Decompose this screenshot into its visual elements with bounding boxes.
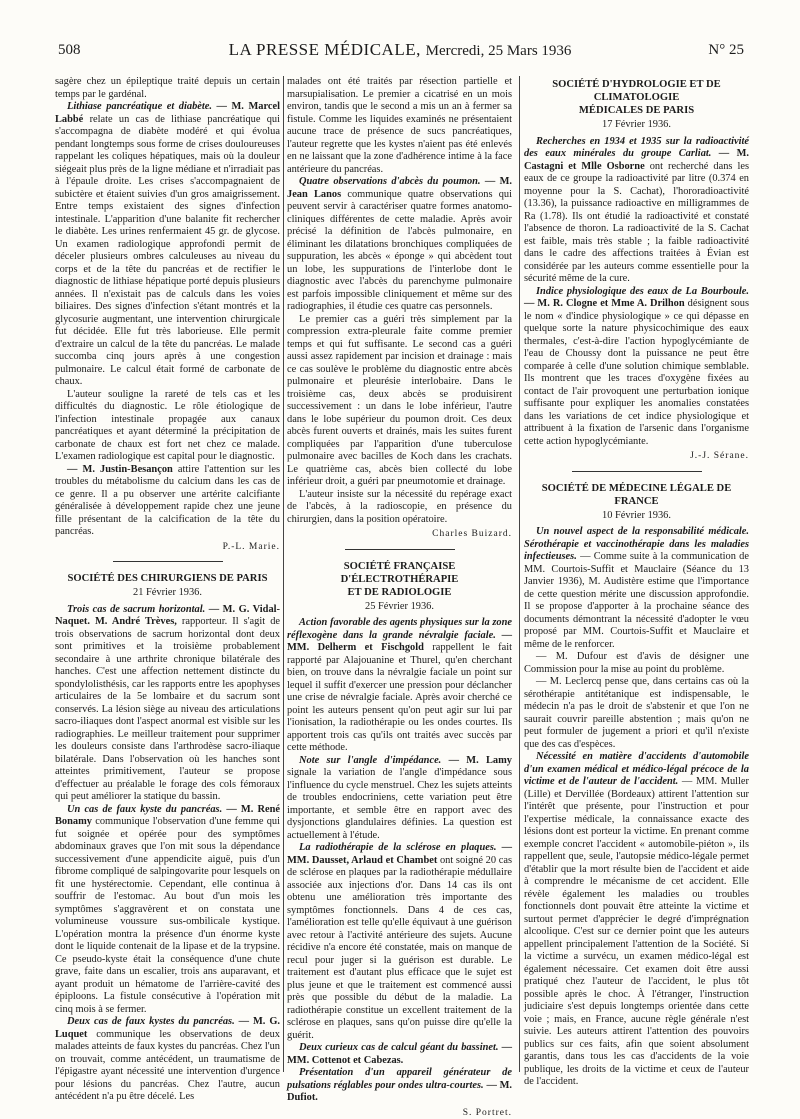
column-rule	[519, 76, 520, 1072]
article-accidents	[524, 751, 749, 1089]
article-title: Un cas de faux kyste du pancréas.	[67, 804, 222, 815]
article-author: — M. G. Vidal-Naquet. M. André Trèves,	[55, 604, 280, 628]
article-title: Nécessité en matière d'accidents d'automobile d'un examen médical et médico-légal précoce de la victime et de l'auteur de l'accident.	[524, 751, 749, 787]
article-text: relate un cas de lithiase pancréatique qui s'accompagna de diabète modéré et qui évolua pendant longtemps sous forme de crises douloureuses rappelant les coliques hépatiques, mais où la douleur siégeait plus près de la ligne médiane et n'irradiait pas à l'épaule droite. Les crises s'accompagnaient de subictère et étaient suivies d'un gros amaigrissement. Entre temps existaient des signes d'infection intestinale. L'apparition d'une balanite fit rechercher le diabète. Les urines renfermaient 45 gr. de glycose. Un examen radiologique approfondi permit de déceler plusieurs ombres calculeuses au niveau du corps et de la tête du pancréas et de rectifier le diagnostic de lithiase hépatique porté depuis plusieurs années. Il n'existait pas de calculs dans les voies biliaires. Des signes d'infection s'étant montrés et la glycosurie augmentant, une intervention chirurgicale fut décidée. Elle fut très laborieuse. Elle permit d'extraire un calcul de la tête du pancréas. Le malade succomba cinq jours après à une congestion pulmonaire. Le calcul était formé de carbonate de chaux.	[55, 114, 280, 388]
article-sacrum	[55, 604, 280, 804]
section-divider	[345, 549, 455, 550]
paragraph: L'auteur insiste sur la nécessité du repérage exact de l'abcès, à la radioscopie, en présence du chirurgien, dans la position opératoire.	[287, 489, 512, 527]
article-text: signale la variation de l'angle d'impédance sous l'influence du cycle menstruel. Chez les sujets atteints de troubles endocriniens, cette variation peut être importante, et semble être en rapport avec des dysjonctions glandulaires définies. La question est actuellement à l'étude.	[287, 767, 512, 841]
article-title: Action favorable des agents physiques sur la zone réflexogène dans la grande névralgie faciale.	[287, 617, 512, 641]
article-title: La radiothérapie de la sclérose en plaques.	[299, 842, 497, 853]
section-date: 17 Février 1936.	[524, 119, 749, 132]
issue-number: N° 25	[708, 42, 744, 59]
article-title: Présentation d'un appareil générateur de pulsations réglables pour ondes ultra-courtes.	[287, 1067, 512, 1091]
article-author: — MM. Cottenot et Cabezas.	[287, 1042, 512, 1066]
section-divider	[113, 561, 223, 562]
article-lithiase	[55, 101, 280, 389]
paragraph: Le premier cas a guéri très simplement par la compression extra-pleurale faite comme premier temps et qui fut suffisante. Le second cas a guéri aussi assez rapidement par incision et drainage : mais ce cas soulève le problème du diagnostic entre abcès pulmonaire et pleurésie interlobaire. Dans le troisième cas, deux abcès se produisirent successivement : un dans le lobe inférieur, l'autre dans le lobe supérieur du poumon droit. Ces deux abcès furent ouverts et drainés, mais les suites furent compliquées par l'apparition d'une tuberculose pulmonaire avec bacilles de Koch dans les crachats. Le quatrième cas, abcès bien collecté du lobe inférieur droit, a guéri par pneumotomie et drainage.	[287, 314, 512, 489]
article-deux-kystes	[55, 1016, 280, 1104]
article-title: Deux cas de faux kystes du pancréas.	[67, 1016, 235, 1027]
article-author: — MM. Dausset, Arlaud et Chambet	[287, 842, 512, 866]
article-author: — M. G. Luquet	[55, 1016, 280, 1040]
signature: S. Portret.	[287, 1107, 512, 1119]
column-right	[524, 76, 749, 1076]
article-author: — M. Marcel Labbé	[55, 101, 280, 125]
paragraph: sagère chez un épileptique traité depuis un certain temps par le gardénal.	[55, 76, 280, 101]
article-author: — M. R. Clogne et Mme A. Drilhon	[524, 298, 685, 309]
article-text: — MM. Muller (Lille) et Dervillée (Bordeaux) attirent l'attention sur l'intérêt que présente, pour l'instruction et pour l'expertise médicale, la connaissance exacte des lésions dont est porteur la victime. En prenant comme exemple concret l'accident « automobile-piéton », ils rappellent que, seule, l'autopsie médico-légale permet d'établir que la mort résulte bien de l'accident et aide à comprendre le mécanisme de cet accident. Elle révèle également les maladies ou troubles fonctionnels dont pouvait être atteinte la victime et surtout permet d'apprécier le degré d'imprégnation alcoolique. C'est sur ce dernier point que les auteurs appellent principalement l'attention de la Société. Si la victime a survécu, un examen médico-légal est également nécessaire. Cet examen doit être aussi pratiqué chez l'auteur de l'accident, le plus tôt possible après le choc. À l'étranger, l'instruction judiciaire s'est depuis longtemps orientée dans cette voie ; mais, en France, aucune règle générale n'est suivie. Les auteurs attirent l'attention des pouvoirs publics sur ces faits, afin que soient absolument garantis, dans tous les cas d'accidents de la voie publique, les droits de la victime et ceux de l'auteur de l'accident.	[524, 776, 749, 1087]
signature: J.-J. Sérane.	[524, 450, 749, 463]
article-text: communique les observations de deux malades atteints de faux kystes du pancréas. Chez l'un on trouvait, comme antécédent, un traumatisme de l'épigastre ayant nécessité une intervention d'urgence pour lésions du pancréas. Chez l'autre, aucun antécédent n'a pu être décelé. Les	[55, 1029, 280, 1103]
article-text: — Comme suite à la communication de MM. Courtois-Suffit et Mauclaire (Séance du 13 Janvier 1936), M. Audistère estime que l'importance de cette question mérite une discussion approfondie. Il se propose d'apporter à la prochaine séance des documents démontrant la nécessité d'adopter le vœu proposé par MM. Courtois-Suffit et Mauclaire et même de le renforcer.	[524, 551, 749, 650]
article-faux-kyste	[55, 804, 280, 1017]
article-text: désignent sous le nom « d'indice physiologique » ce qui dépasse en quelque sorte la nature physicochimique des eaux thermales, c'est-à-dire l'action hypoglycémiante de l'eau de Choussy dont la puissance ne peut être comparée à celle d'une solution chimique semblable. Ils montrent que les traces d'oxygène fixées au contact de l'air provoquent une perturbation ionique suffisante pour expliquer les anomalies constatées dans les variations de cet indice physiologique et attribuent à la fixation de l'arsenic dans l'organisme cette action hypoglycémiante.	[524, 298, 749, 447]
section-heading	[524, 78, 749, 117]
article-author: — M. René Bonamy	[55, 804, 280, 828]
article-title: Un nouvel aspect de la responsabilité médicale. Sérothérapie et vaccinothérapie dans les maladies infectieuses.	[524, 526, 749, 562]
section-divider	[572, 471, 702, 472]
article-calcul	[287, 1042, 512, 1067]
article-title: Recherches en 1934 et 1935 sur la radioactivité des eaux minérales du groupe Carliat.	[524, 136, 749, 160]
article-author: — M. Justin-Besançon	[67, 464, 173, 475]
article-title: Note sur l'angle d'impédance.	[299, 755, 441, 766]
paragraph: L'auteur souligne la rareté de tels cas et les difficultés du diagnostic. Le rôle étiologique de l'infection intestinale propagée aux canaux pancréatiques et ayant déterminé la précipitation de carbonate de chaux est fort net chez ce malade. L'examen radiologique est capital pour le diagnostic.	[55, 389, 280, 464]
signature: Charles Buizard.	[287, 528, 512, 541]
column-middle	[287, 76, 512, 1076]
article-text: rapporteur. Il s'agit de trois observations de sacrum horizontal dont deux sont primitives et la troisième probablement secondaire à une arthrite chronique bilatérale des hanches. C'est une affection nettement distincte du spondylolisthésis, car les rapports entre les apophyses articulaires de la 5e lombaire et du sacrum sont conservés. La lésion siège au niveau des articulations sacro-iliaques dont l'aspect anormal est visible sur les radiographies. Le meilleur traitement pour supprimer les douleurs consiste dans l'arthrodèse sacro-iliaque bilatérale. Dans l'observation où les hanches sont atteintes primitivement, l'auteur se propose d'effectuer au préalable le forage des cols fémoraux qui peut améliorer la statique du bassin.	[55, 616, 280, 802]
section-date: 10 Février 1936.	[524, 510, 749, 523]
article-text: rappellent le fait rapporté par Alajouanine et Thurel, qu'en cherchant bien, on trouve dans la névralgie faciale un point sur lequel il suffit d'exercer une pression pour déclancher une crise de névralgie faciale. Après avoir cherché ce point les auteurs pensent qu'on peut agir sur lui par l'ionisation, la radiothérapie ou les ondes courtes. Ils apportent trois cas qu'ils ont traités avec succès par cette méthode.	[287, 642, 512, 753]
article-text: communique quatre observations qui peuvent servir à caractériser quatre formes anatomo-cliniques différentes de cette maladie. Après avoir précisé la définition de l'abcès pulmonaire, en éliminant les dilatations bronchiques compliquées de suppuration, les abcès « éponge » qui abcèdent tout un lobe, les suppurations de l'interlobe dont le diagnostic avec l'abcès du parenchyme pulmonaire est parfois impossible cliniquement et même sur des radiographies, il étudie ces quatre cas personnels.	[287, 189, 512, 313]
article-responsabilite	[524, 526, 749, 651]
section-heading-line: MÉDICALES DE PARIS	[579, 105, 694, 116]
section-heading	[287, 560, 512, 599]
paragraph: malades ont été traités par résection partielle et marsupialisation. Le premier a cicatrisé en un mois environ, tandis que le second a mis un an à fermer sa fistule. Comme les liquides examinés ne présentaient aucune trace de présence de sucs pancréatiques, l'auteur regrette que les kystes n'aient pas été enlevés en ne laissant que la zone d'adhérence intime à la face antérieure du pancréas.	[287, 76, 512, 176]
section-heading-line: ET DE RADIOLOGIE	[347, 587, 451, 598]
paragraph: — M. Dufour est d'avis de désigner une Commission pour la mise au point du problème.	[524, 651, 749, 676]
article-abces	[287, 176, 512, 314]
article-title: Indice physiologique des eaux de La Bourboule.	[536, 286, 749, 297]
masthead	[200, 40, 600, 60]
article-author: — M. Jean Lanos	[287, 176, 512, 200]
article-text: attire l'attention sur les troubles du métabolisme du calcium dans les cas de ce genre. Il a pu observer une artérite calcifiante généralisée à développement rapide chez une jeune fille présentant de la calcification de la tête du pancréas.	[55, 464, 280, 538]
article-text: ont recherché dans les eaux de ce groupe la radioactivité par litre (0.374 en moyenne pour la S. Cachat), l'hororadioactivité (13.36), la puissance radioactive en milligrammes de Ra (1.78). Ils ont étudié la radioactivité et constaté l'absence de thoron. La radioactivité de la S. Cachat est faible, mais très stable ; la faible radioactivité dans le cadre des affections traitées à Évian est considérée par les auteurs comme essentielle pour la sécurité même de la cure.	[524, 161, 749, 285]
article-title: Lithiase pancréatique et diabète.	[67, 101, 212, 112]
section-heading-line: SOCIÉTÉ FRANÇAISE D'ÉLECTROTHÉRAPIE	[341, 561, 459, 585]
article-appareil	[287, 1067, 512, 1105]
section-heading-line: SOCIÉTÉ D'HYDROLOGIE ET DE CLIMATOLOGIE	[552, 79, 720, 103]
article-author: — MM. Delherm et Fischgold	[287, 630, 512, 654]
section-heading: SOCIÉTÉ DE MÉDECINE LÉGALE DE FRANCE	[524, 482, 749, 508]
page-header	[0, 38, 800, 68]
article-besancon	[55, 464, 280, 539]
paragraph: — M. Leclercq pense que, dans certains cas où la sérothérapie antitétanique est indispensable, le médecin n'a pas le droit de s'abstenir et que l'on ne saurait couvrir pareille abstention ; mais qu'on ne peut formuler de jugement a priori et qu'il n'existe que des cas d'espèces.	[524, 676, 749, 751]
column-rule	[283, 76, 284, 1072]
article-text: communique l'observation d'une femme qui fut soignée et opérée pour des symptômes abdominaux graves que l'on mit sous la dépendance successivement d'une appendicite aiguë, puis d'un fibrome compliqué de salpingovarite pour lesquels on fit une hystérectomie. Cependant, elle continua à souffrir de l'estomac. Au bout d'un mois les symptômes s'aggravèrent et on constata une volumineuse voussure sus-ombilicale kystique. L'opération montra la présence d'un énorme kyste dont le liquide contenait de la lipase et de la trypsine. Ce pseudo-kyste était la conséquence d'une chute grave, faite dans un escalier, trois ans auparavant, et ayant produit un hématome de l'arrière-cavité des épiploons. La fistule consécutive à l'opération mit cinq mois à se fermer.	[55, 816, 280, 1015]
article-text: ont soigné 20 cas de sclérose en plaques par la radiothérapie médullaire associée aux injections d'or. Dans 14 cas ils ont obtenu une amélioration très importante des symptômes fonctionnels. Dans 4 de ces cas, l'amélioration est telle qu'elle équivaut à une guérison avec retour à l'activité antérieure des sujets. Aucune récidive n'a encore été constatée, mais on manque de recul pour juger si la guérison est durable. Le traitement est d'autant plus efficace que le sujet est plus jeune et que le traitement est commencé aussi près que possible du début de la maladie. La radiothérapie constitue un excellent traitement de la sclérose en plaques, sans qu'on puisse dire qu'elle la guérit.	[287, 855, 512, 1041]
article-author: — M. Lamy	[449, 755, 512, 766]
article-author: — M. Castagni et Mlle Osborne	[524, 148, 749, 172]
article-sclerose	[287, 842, 512, 1042]
journal-title: LA PRESSE MÉDICALE,	[229, 40, 421, 59]
article-radioactivite	[524, 136, 749, 286]
article-title: Deux curieux cas de calcul géant du bassinet.	[299, 1042, 498, 1053]
issue-date: Mercredi, 25 Mars 1936	[426, 43, 572, 59]
page-number: 508	[58, 42, 81, 59]
column-left	[55, 76, 280, 1076]
article-author: — M. Dufiot.	[287, 1080, 512, 1104]
article-title: Quatre observations d'abcès du poumon.	[299, 176, 481, 187]
article-indice	[524, 286, 749, 449]
article-nevralgie	[287, 617, 512, 755]
article-impedance	[287, 755, 512, 843]
section-date: 21 Février 1936.	[55, 587, 280, 600]
section-heading: SOCIÉTÉ DES CHIRURGIENS DE PARIS	[55, 572, 280, 585]
signature: P.-L. Marie.	[55, 541, 280, 554]
article-title: Trois cas de sacrum horizontal.	[67, 604, 205, 615]
section-date: 25 Février 1936.	[287, 601, 512, 614]
